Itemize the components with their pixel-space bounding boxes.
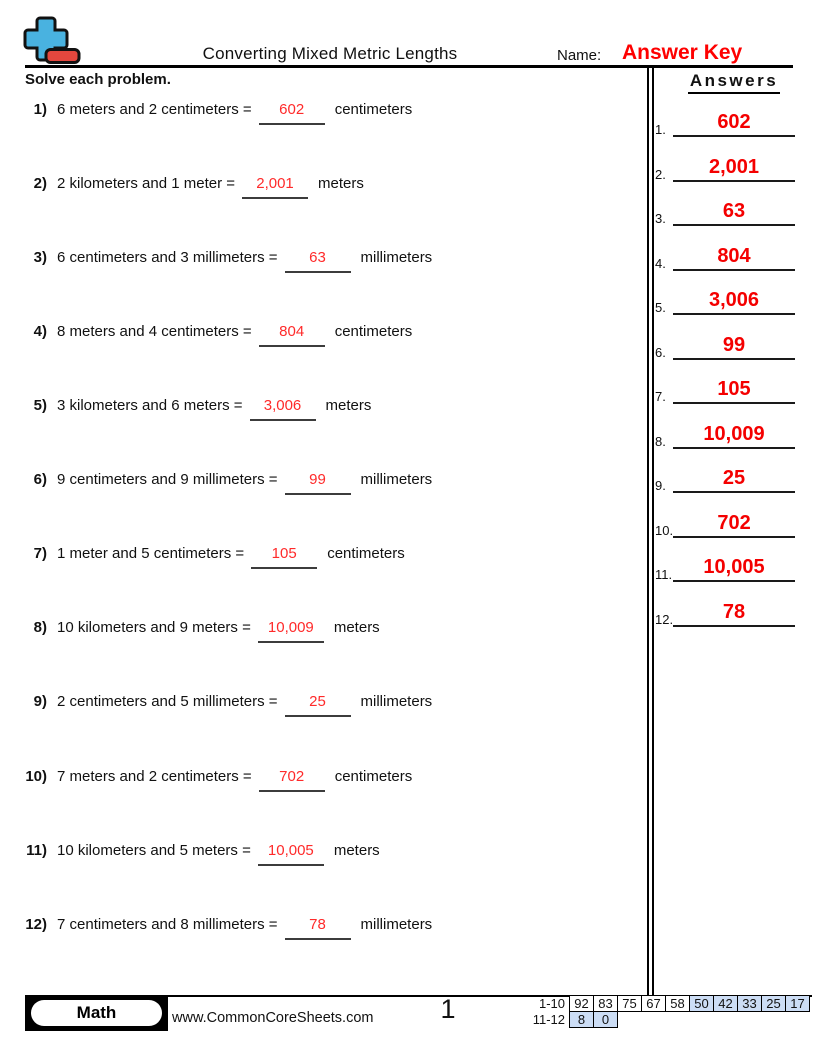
problem-prompt: 6 centimeters and 3 millimeters = [57,249,278,266]
problem-row [17,767,412,792]
answer-number: 9. [655,478,666,493]
answer-value: 99 [722,334,746,356]
answer-item [655,461,795,493]
answer-blank: 78 [285,915,351,940]
answer-blank: 105 [251,544,317,569]
problem-prompt: 1 meter and 5 centimeters = [57,545,245,562]
grading-row-1-10 [527,996,810,1012]
grading-cell: 17 [786,996,810,1012]
website-url: www.CommonCoreSheets.com [172,1010,374,1026]
answer-item [655,417,795,449]
answer-value: 10,005 [703,556,765,578]
answer-blank: 804 [259,322,325,347]
answer-line [673,335,795,360]
problem-number: 8) [33,619,47,636]
answer-line [673,424,795,449]
answer-blank: 602 [259,100,325,125]
answer-value: 78 [722,601,746,623]
answer-item [655,328,795,360]
answer-line [673,379,795,404]
grading-row-11-12 [527,1012,810,1028]
answer-blank: 702 [259,767,325,792]
page-title: Converting Mixed Metric Lengths [202,44,458,63]
grading-row-label: 11-12 [532,1012,565,1027]
problem-prompt: 7 meters and 2 centimeters = [57,768,252,785]
answer-unit: meters [325,397,372,414]
problem-number: 5) [33,397,47,414]
answer-item [655,550,795,582]
answer-unit: millimeters [360,249,433,266]
problem-prompt: 10 kilometers and 5 meters = [57,842,251,859]
problem-row [17,174,364,199]
problem-number: 7) [33,545,47,562]
answer-blank: 2,001 [242,174,308,199]
answer-line [673,157,795,182]
problem-number: 9) [33,693,47,710]
problem-number: 1) [33,101,47,118]
answer-item [655,105,795,137]
answer-value: 602 [717,111,751,133]
answer-blank: 10,005 [258,841,324,866]
problem-row [17,248,432,273]
subject-badge [25,995,168,1031]
answer-value: 25 [722,467,746,489]
answer-number: 8. [655,434,666,449]
answer-number: 5. [655,300,666,315]
answer-item [655,194,795,226]
problem-number: 2) [33,175,47,192]
answer-item [655,595,795,627]
grading-cell: 75 [618,996,642,1012]
answer-unit: meters [333,619,380,636]
problem-prompt: 7 centimeters and 8 millimeters = [57,916,278,933]
answer-line [673,513,795,538]
answer-item [655,506,795,538]
answer-line [673,246,795,271]
problem-number: 3) [33,249,47,266]
problem-number: 4) [33,323,47,340]
answer-value: 3,006 [708,289,760,311]
problem-number: 12) [25,916,47,933]
grading-cell: 42 [714,996,738,1012]
answer-key-label: Answer Key [622,41,743,64]
answer-blank: 25 [285,692,351,717]
answer-unit: millimeters [360,693,433,710]
answer-unit: centimeters [334,323,413,340]
answer-number: 7. [655,389,666,404]
answers-divider-double-line [647,68,654,995]
subject-label: Math [31,1000,162,1026]
grading-cell: 0 [594,1012,618,1028]
grading-cell: 33 [738,996,762,1012]
problem-number: 6) [33,471,47,488]
grading-row-label: 1-10 [538,996,565,1011]
answer-unit: meters [318,175,364,192]
grading-cell: 58 [666,996,690,1012]
answer-line [673,468,795,493]
grading-cell: 50 [690,996,714,1012]
answer-blank: 3,006 [250,396,316,421]
answer-number: 4. [655,256,666,271]
problem-row [17,544,405,569]
answer-blank: 99 [285,470,351,495]
problem-row [17,618,380,643]
answer-line [673,557,795,582]
answer-number: 1. [655,122,666,137]
grading-cell: 67 [642,996,666,1012]
answer-blank: 10,009 [258,618,324,643]
answers-heading: Answers [673,71,795,94]
answer-line [673,112,795,137]
answer-unit: millimeters [360,916,433,933]
answer-number: 12. [655,612,674,627]
problem-row [17,915,432,940]
answer-line [673,201,795,226]
answer-number: 10. [655,523,674,538]
page-number: 1 [440,994,456,1024]
problem-prompt: 2 kilometers and 1 meter = [57,175,236,192]
problem-number: 11) [26,842,47,859]
name-label: Name: [557,47,602,64]
problem-prompt: 3 kilometers and 6 meters = [57,397,243,414]
answer-number: 6. [655,345,666,360]
problem-prompt: 8 meters and 4 centimeters = [57,323,252,340]
answer-value: 2,001 [708,156,760,178]
header-divider [25,65,793,68]
answer-item [655,150,795,182]
commoncoresheets-logo-icon [22,16,82,71]
problem-prompt: 6 meters and 2 centimeters = [57,101,252,118]
instruction-text: Solve each problem. [25,71,171,88]
answer-number: 3. [655,211,666,226]
answer-line [673,602,795,627]
answer-blank: 63 [285,248,351,273]
problem-row [17,692,432,717]
problem-number: 10) [25,768,47,785]
grading-cell: 25 [762,996,786,1012]
grading-cell: 92 [570,996,594,1012]
answer-item [655,372,795,404]
answer-line [673,290,795,315]
problem-row [17,100,412,125]
answer-value: 105 [717,378,751,400]
problem-row [17,470,432,495]
answer-value: 63 [722,200,746,222]
answer-unit: meters [333,842,380,859]
answer-value: 702 [717,512,751,534]
problem-prompt: 9 centimeters and 9 millimeters = [57,471,278,488]
answer-unit: centimeters [334,768,413,785]
problem-prompt: 10 kilometers and 9 meters = [57,619,251,636]
answer-number: 2. [655,167,666,182]
problem-row [17,841,380,866]
answer-unit: millimeters [360,471,433,488]
answer-value: 10,009 [703,423,765,445]
problem-prompt: 2 centimeters and 5 millimeters = [57,693,278,710]
answer-number: 11. [655,567,673,582]
problem-row [17,396,371,421]
answer-value: 804 [717,245,751,267]
answer-item [655,239,795,271]
problem-row [17,322,412,347]
answer-unit: centimeters [327,545,405,562]
grading-table [527,995,810,1028]
grading-cell: 83 [594,996,618,1012]
answer-item [655,283,795,315]
answer-unit: centimeters [334,101,413,118]
grading-cell: 8 [570,1012,594,1028]
